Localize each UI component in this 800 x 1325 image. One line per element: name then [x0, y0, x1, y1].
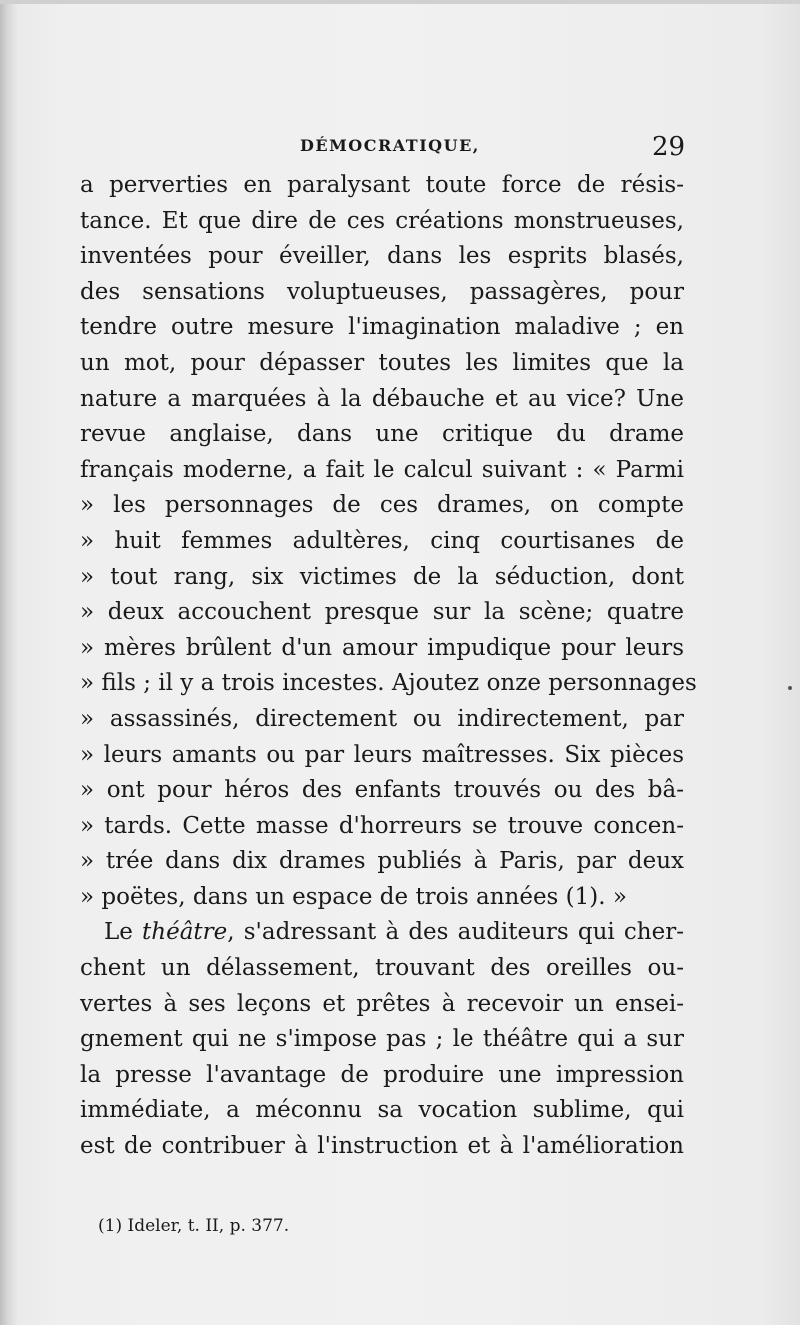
scan-edge	[0, 0, 800, 4]
text-line: » tards. Cette masse d'horreurs se trouve concen-	[80, 812, 684, 839]
text-line: gnement qui ne s'impose pas ; le théâtre qui a sur	[80, 1026, 684, 1053]
paragraph-first-line	[80, 915, 684, 951]
body-text	[80, 168, 697, 1165]
text-line: un mot, pour dépasser toutes les limites que la	[80, 349, 684, 376]
text-line: français moderne, a fait le calcul suivant : « Parmi	[80, 456, 684, 483]
text-line: est de contribuer à l'instruction et à l'amélioration	[80, 1133, 684, 1160]
text-line: vertes à ses leçons et prêtes à recevoir un ensei-	[80, 990, 684, 1017]
text-line: » les personnages de ces drames, on compte	[80, 492, 684, 519]
page-number: 29	[652, 132, 686, 162]
footnote: (1) Ideler, t. II, p. 377.	[98, 1216, 290, 1236]
text-line: chent un délassement, trouvant des oreilles ou-	[80, 955, 684, 982]
text-line: » huit femmes adultères, cinq courtisanes de	[80, 527, 684, 554]
text-line: revue anglaise, dans une critique du drame	[80, 421, 684, 448]
text-line: tendre outre mesure l'imagination maladive ; en	[80, 314, 684, 341]
text-line: inventées pour éveiller, dans les esprits blasés,	[80, 243, 684, 270]
text-line: » fils ; il y a trois incestes. Ajoutez onze personnages	[80, 670, 697, 697]
text-line: » tout rang, six victimes de la séduction, dont	[80, 563, 684, 590]
text-line: la presse l'avantage de produire une impression	[80, 1061, 684, 1088]
running-title: DÉMOCRATIQUE,	[300, 136, 480, 155]
text-line: » mères brûlent d'un amour impudique pour leurs	[80, 634, 684, 661]
text-line: a perverties en paralysant toute force de résis-	[80, 172, 684, 198]
text-line: » ont pour héros des enfants trouvés ou des bâ-	[80, 777, 684, 804]
running-head	[0, 132, 800, 166]
text-line: tance. Et que dire de ces créations monstrueuses,	[80, 207, 684, 234]
text-line: nature a marquées à la débauche et au vice? Une	[80, 385, 684, 412]
text-line: immédiate, a méconnu sa vocation sublime, qui	[80, 1097, 684, 1124]
text-line: » poëtes, dans un espace de trois années (1). »	[80, 883, 627, 910]
text-line: » leurs amants ou par leurs maîtresses. Six pièces	[80, 741, 684, 768]
text-line: » deux accouchent presque sur la scène; quatre	[80, 599, 684, 626]
text-line: des sensations voluptueuses, passagères, pour	[80, 278, 684, 305]
italic-word: théâtre	[142, 919, 228, 946]
text-line: » trée dans dix drames publiés à Paris, par deux	[80, 848, 684, 875]
text-fragment: Le	[104, 919, 143, 946]
text-line: » assassinés, directement ou indirectement, par	[80, 705, 684, 732]
ink-speck	[788, 686, 792, 690]
text-fragment: , s'adressant à des auditeurs qui cher-	[227, 919, 684, 946]
